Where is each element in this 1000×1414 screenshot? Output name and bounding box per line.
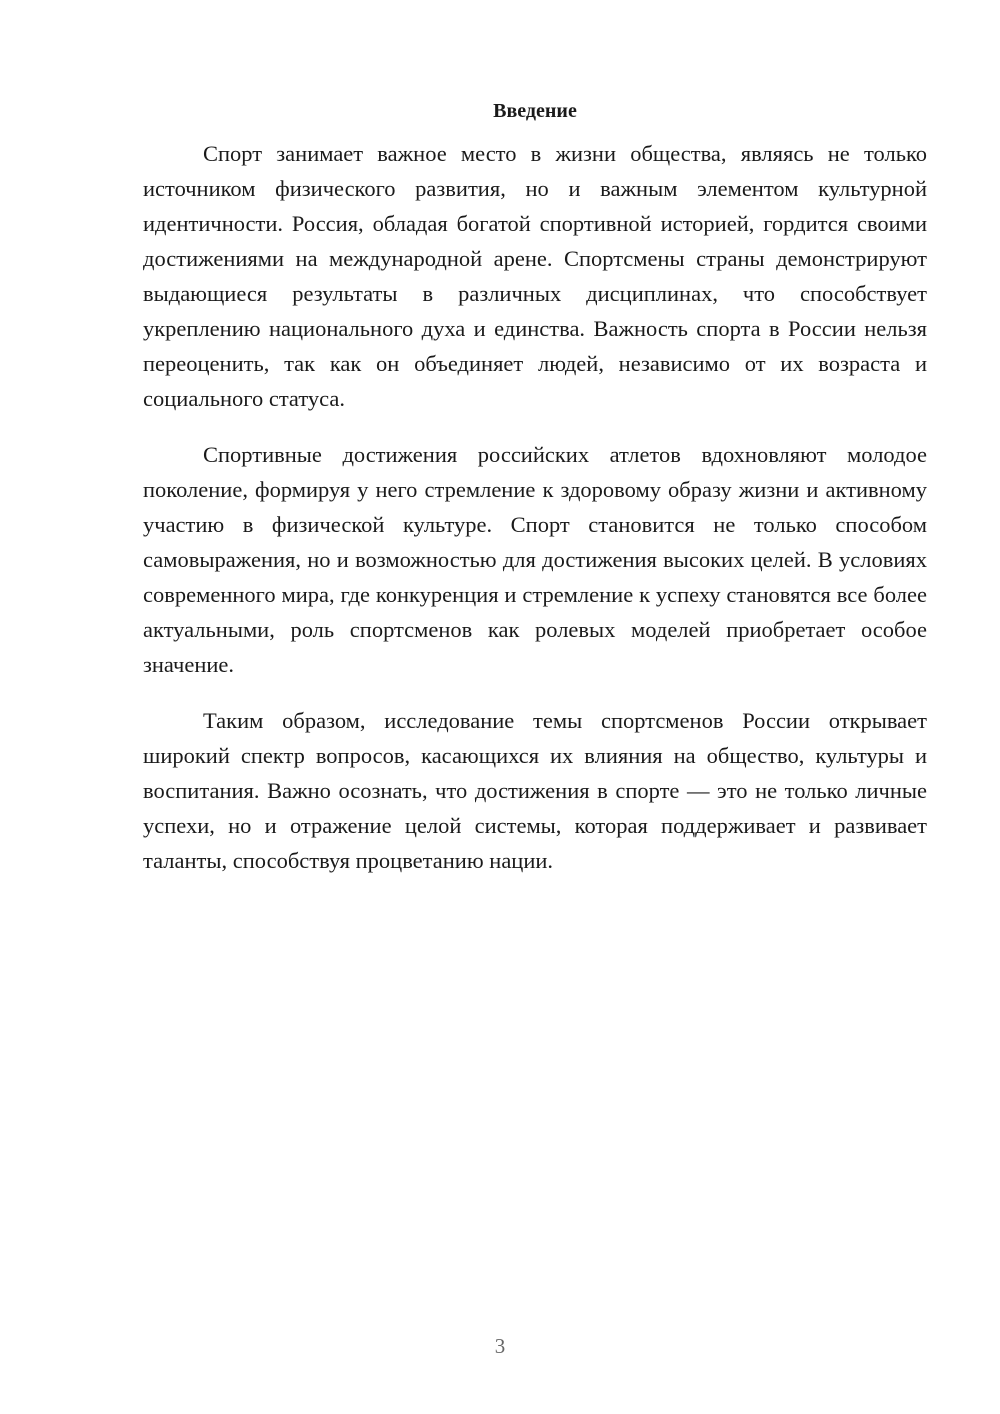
section-title: Введение — [493, 100, 577, 122]
page-number: 3 — [494, 1334, 506, 1358]
paragraph-1: Спорт занимает важное место в жизни общества, являясь не только источником физического развития, но и важным элементом культурной идентичности. Россия, обладая богатой спортивной историей, гордится своими достижениями на международной арене. Спортсмены страны демонстрируют выдающиеся результаты в различных дисциплинах, что способствует укреплению национального духа и единства. Важность спорта в России нельзя переоценить, так как он объединяет людей, независимо от их возраста и социального статуса. — [143, 141, 927, 411]
paragraph-3: Таким образом, исследование темы спортсменов России открывает широкий спектр вопросов, касающихся их влияния на общество, культуры и воспитания. Важно осознать, что достижения в спорте — это не только личные успехи, но и отражение целой системы, которая поддерживает и развивает таланты, способствуя процветанию нации. — [143, 708, 927, 873]
paragraph-2: Спортивные достижения российских атлетов вдохновляют молодое поколение, формируя у него стремление к здоровому образу жизни и активному участию в физической культуре. Спорт становится не только способом самовыражения, но и возможностью для достижения высоких целей. В условиях современного мира, где конкуренция и стремление к успеху становятся все более актуальными, роль спортсменов как ролевых моделей приобретает особое значение. — [143, 442, 927, 677]
document-body — [143, 96, 927, 899]
